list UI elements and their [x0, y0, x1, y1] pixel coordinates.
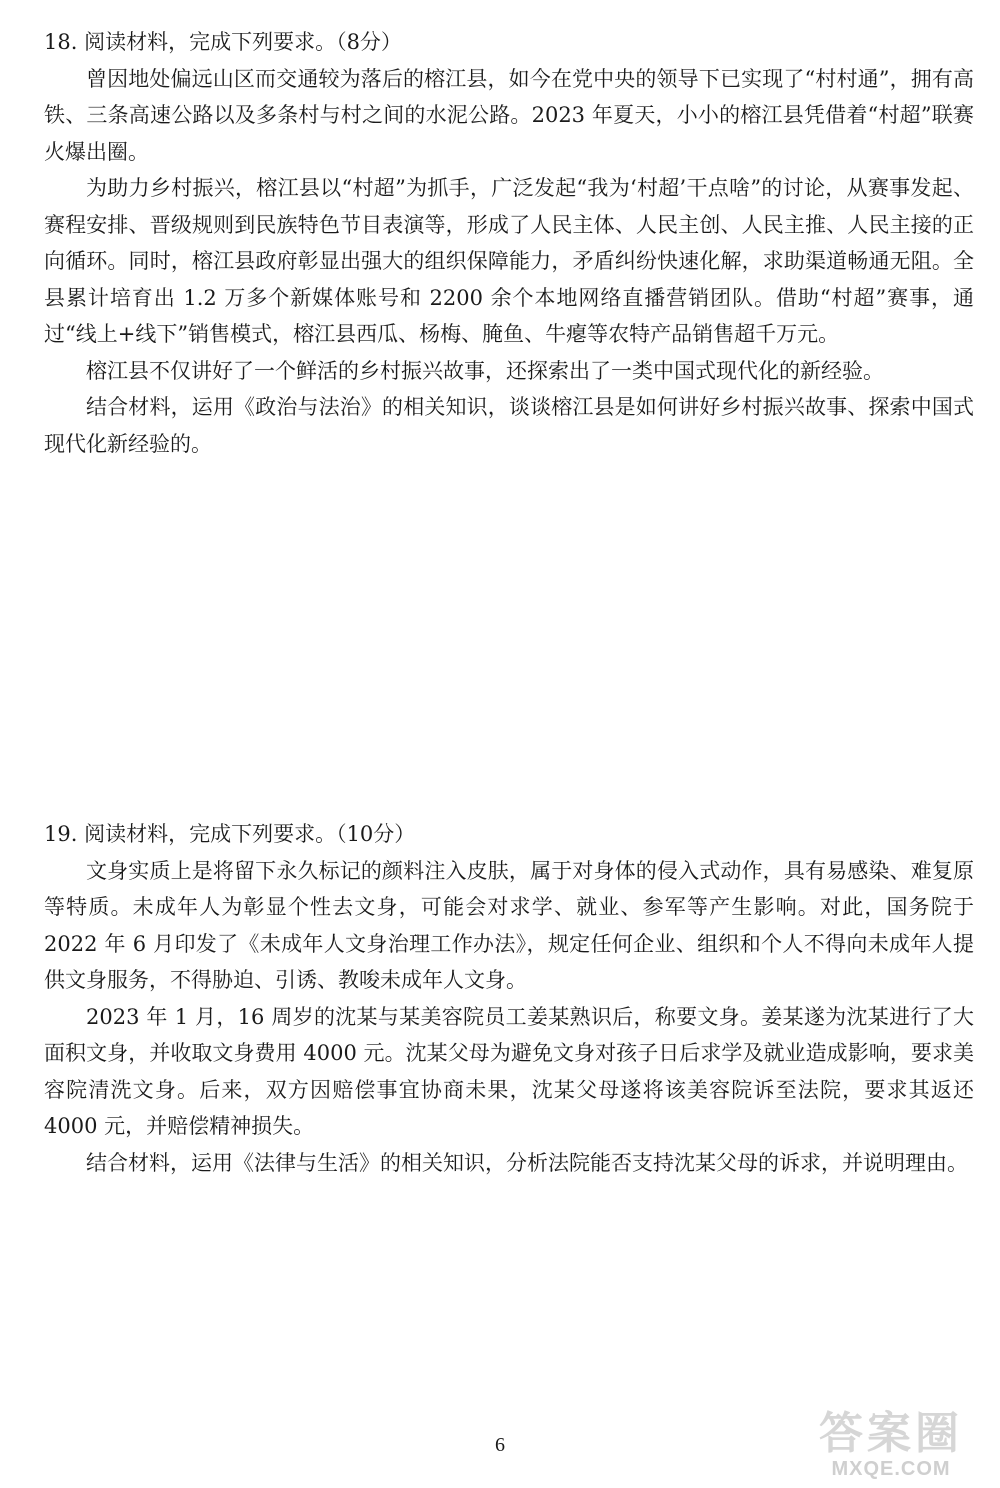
watermark-logo-text: 答案圈 — [819, 1408, 963, 1459]
watermark-logo — [816, 1410, 966, 1484]
question-18-task: 结合材料，运用《政治与法治》的相关知识，谈谈榕江县是如何讲好乡村振兴故事、探索中国式现代化新经验的。 — [44, 395, 974, 456]
question-19-task: 结合材料，运用《法律与生活》的相关知识，分析法院能否支持沈某父母的诉求，并说明理由。 — [86, 1150, 968, 1175]
question-18-paragraph-1: 曾因地处偏远山区而交通较为落后的榕江县，如今在党中央的领导下已实现了“村村通”，拥有高铁、三条高速公路以及多条村与村之间的水泥公路。2023 年夏天，小小的榕江县凭借着“村超”联赛火爆出圈。 — [44, 66, 974, 164]
question-19 — [44, 816, 974, 1181]
question-18-title: 18. 阅读材料，完成下列要求。（8分） — [44, 30, 402, 54]
question-18-paragraph-3: 榕江县不仅讲好了一个鲜活的乡村振兴故事，还探索出了一类中国式现代化的新经验。 — [86, 358, 884, 383]
question-18 — [44, 24, 974, 462]
watermark-site-text: MXQE.COM — [831, 1458, 951, 1480]
question-18-paragraph-2: 为助力乡村振兴，榕江县以“村超”为抓手，广泛发起“我为‘村超’干点啥”的讨论，从赛事发起、赛程安排、晋级规则到民族特色节目表演等，形成了人民主体、人民主创、人民主推、人民主接的正向循环。同时，榕江县政府彰显出强大的组织保障能力，矛盾纠纷快速化解，求助渠道畅通无阻。全县累计培育出 1.2 万多个新媒体账号和 2200 余个本地网络直播营销团队。借助“村超”赛事，通过“线上+线下”销售模式，榕江县西瓜、杨梅、腌鱼、牛瘪等农特产品销售超千万元。 — [44, 176, 974, 346]
question-19-title: 19. 阅读材料，完成下列要求。（10分） — [44, 822, 416, 846]
question-19-paragraph-2: 2023 年 1 月，16 周岁的沈某与某美容院员工姜某熟识后，称要文身。姜某遂为沈某进行了大面积文身，并收取文身费用 4000 元。沈某父母为避免文身对孩子日后求学及就业造成影响，要求美容院清洗文身。后来，双方因赔偿事宜协商未果，沈某父母遂将该美容院诉至法院，要求其返还 4000 元，并赔偿精神损失。 — [44, 1004, 974, 1138]
page-number: 6 — [495, 1434, 505, 1456]
question-19-paragraph-1: 文身实质上是将留下永久标记的颜料注入皮肤，属于对身体的侵入式动作，具有易感染、难复原等特质。未成年人为彰显个性去文身，可能会对求学、就业、参军等产生影响。对此，国务院于 2022 年 6 月印发了《未成年人文身治理工作办法》，规定任何企业、组织和个人不得向未成年人提供文身服务，不得胁迫、引诱、教唆未成年人文身。 — [44, 858, 974, 992]
